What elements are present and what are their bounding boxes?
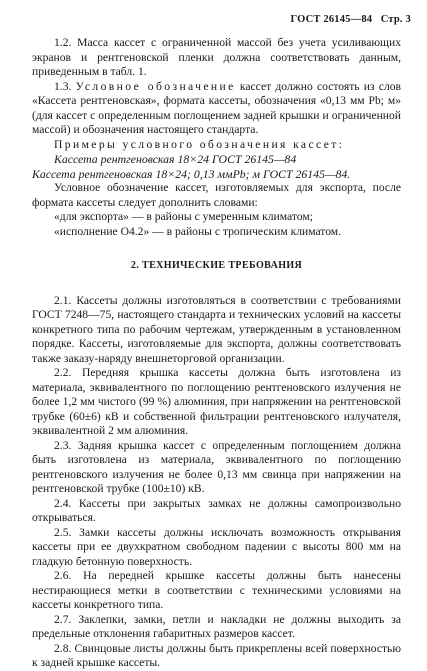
requirement-2-7: 2.7. Заклепки, замки, петли и накладки не должны выходить за предельные отклонения габаритных размеров кассет.	[32, 612, 401, 640]
requirement-2-1: 2.1. Кассеты должны изготовляться в соответствии с требованиями ГОСТ 7248—75, настоящего стандарта и технических условий на кассеты конкретного типа по рабочим чертежам, утвержденным в установленном порядке. Кассеты, изготовляемые для экспорта, должны соответствовать также заказу-наряду внешнеторговой организации.	[32, 293, 401, 365]
example-designation-2: Кассета рентгеновская 18×24; 0,13 ммPb; м ГОСТ 26145—84.	[32, 166, 351, 181]
requirement-2-5: 2.5. Замки кассеты должны исключать возможность открывания кассеты при ее двухкратном свободном падении с высоты 800 мм на гладкую бетонную поверхность.	[32, 525, 401, 568]
requirement-2-4: 2.4. Кассеты при закрытых замках не должны самопроизвольно открываться.	[32, 496, 401, 524]
requirement-2-8: 2.8. Свинцовые листы должны быть прикреплены всей поверхностью к задней крышке кассеты.	[32, 641, 401, 669]
export-line-2: «исполнение О4.2» — в районы с тропическим климатом.	[54, 224, 342, 238]
export-note: Условное обозначение кассет, изготовляемых для экспорта, после формата кассеты следует дополнить словами:	[32, 181, 401, 209]
requirement-2-3: 2.3. Задняя крышка кассет с определенным поглощением должна быть изготовлена из материала, эквивалентного по поглощению рентгеновского излучения не более 0,13 мм свинца при напряжении на рентгеновской трубке (100±10) кВ.	[32, 438, 401, 495]
spaced-term: Условное обозначение	[75, 79, 236, 93]
paragraph-1-3: 1.3. Условное обозначение кассет должно состоять из слов «Кассета рентгеновская», формата кассеты, обозначения «0,13 мм Pb; м» (для кассет с определенным поглощением задней крышки и ограниченной массой) и обозначения настоящего стандарта.	[32, 79, 402, 136]
export-line-1: «для экспорта» — в районы с умеренным климатом;	[54, 210, 313, 223]
page-number: Стр. 3	[380, 14, 411, 25]
page-header	[290, 14, 411, 25]
page-content	[32, 36, 401, 671]
requirement-2-2: 2.2. Передняя крышка кассеты должна быть изготовлена из материала, эквивалентного по поглощению рентгеновского излучения не более 1,2 мм чистого (99 %) алюминия, при напряжении на рентгеновской трубке (60±6) кВ и собственной фильтрации рентгеновского излучателя, эквивалентной 2 мм алюминия.	[32, 366, 401, 437]
section-title: 2. ТЕХНИЧЕСКИЕ ТРЕБОВАНИЯ	[130, 260, 303, 271]
paragraph-1-2: 1.2. Масса кассет с ограниченной массой без учета усиливающих экранов и рентгеновской пленки должна соответствовать данным, приведенным в табл. 1.	[32, 36, 401, 78]
example-designation-1: Кассета рентгеновская 18×24 ГОСТ 26145—84	[54, 152, 297, 166]
requirement-2-6: 2.6. На передней крышке кассеты должны быть нанесены нестирающиеся метки в соответствии с техническими условиями на кассеты конкретного типа.	[32, 569, 401, 611]
examples-heading: Примеры условного обозначения кассет:	[54, 137, 345, 151]
standard-number: ГОСТ 26145—84	[290, 14, 373, 25]
